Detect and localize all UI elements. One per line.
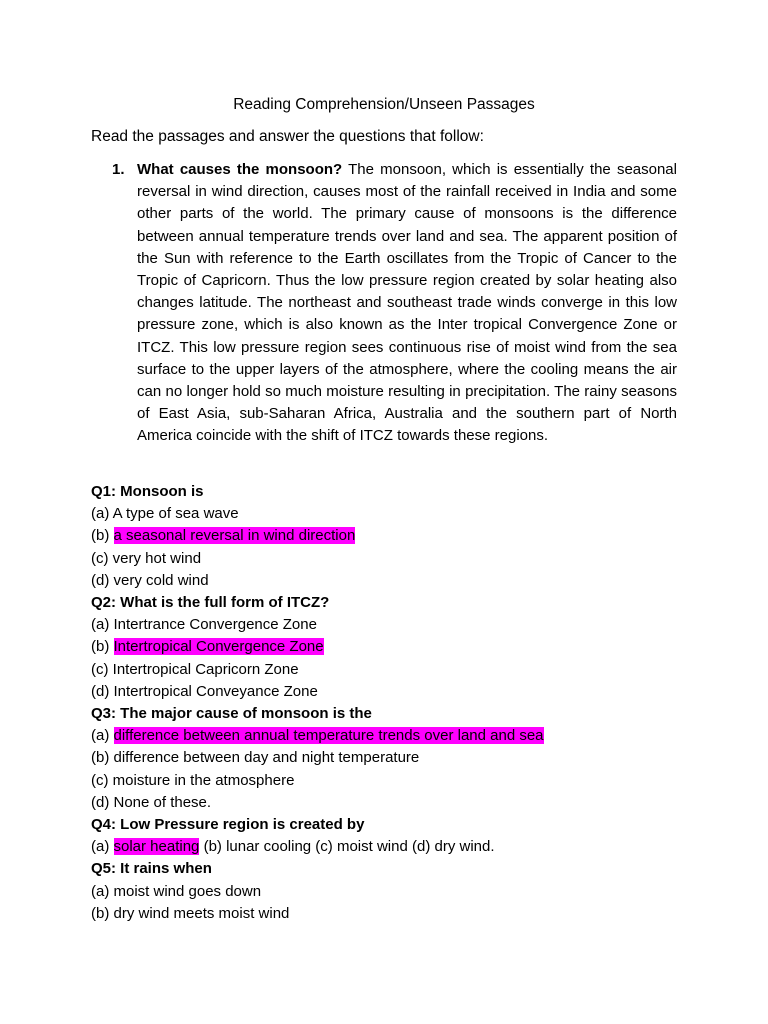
option-prefix: (a) xyxy=(91,838,114,856)
q3-option-d: (d) None of these. xyxy=(91,793,212,811)
q2-option-a: (a) Intertrance Convergence Zone xyxy=(91,616,317,634)
q1-option-d: (d) very cold wind xyxy=(91,571,209,589)
q3-option-b: (b) difference between day and night temperature xyxy=(91,749,420,767)
q3-option-a xyxy=(91,725,691,747)
option-prefix: (b) xyxy=(91,527,114,545)
document-title: Reading Comprehension/Unseen Passages xyxy=(233,96,535,113)
q4-options xyxy=(91,836,691,858)
question-5: Q5: It rains when xyxy=(91,860,212,878)
q2-option-b xyxy=(91,636,691,658)
q5-option-b: (b) dry wind meets moist wind xyxy=(91,904,290,922)
passage-number: 1. xyxy=(112,161,125,178)
highlighted-answer: a seasonal reversal in wind direction xyxy=(113,527,356,545)
highlighted-answer: difference between annual temperature trends over land and sea xyxy=(113,727,544,745)
q3-option-c: (c) moisture in the atmosphere xyxy=(91,771,295,789)
question-3: Q3: The major cause of monsoon is the xyxy=(91,705,372,723)
question-4: Q4: Low Pressure region is created by xyxy=(91,816,365,834)
q1-option-c: (c) very hot wind xyxy=(91,549,202,567)
instructions: Read the passages and answer the questions that follow: xyxy=(91,128,484,145)
q1-option-a: (a) A type of sea wave xyxy=(91,505,239,523)
questions xyxy=(91,481,691,925)
passage-body xyxy=(137,159,677,448)
passage-text: The monsoon, which is essentially the seasonal reversal in wind direction, causes most of the rainfall received in India and some other parts of the world. The primary cause of monsoons is the difference between annual temperature trends over land and sea. The apparent position of the Sun with reference to the Earth oscillates from the Tropic of Cancer to the Tropic of Capricorn. Thus the low pressure region created by solar heating also changes latitude. The northeast and southeast trade winds converge in this low pressure zone, which is also known as the Inter tropical Convergence Zone or ITCZ. This low pressure region sees continuous rise of moist wind from the sea surface to the upper layers of the atmosphere, where the cooling means the air can no longer hold so much moisture resulting in precipitation. The rainy seasons of East Asia, sub-Saharan Africa, Australia and the southern part of North America coincide with the shift of ITCZ towards these regions. xyxy=(137,161,677,445)
passage-1 xyxy=(112,159,677,448)
option-prefix: (b) xyxy=(91,638,114,656)
option-prefix: (a) xyxy=(91,727,114,745)
q4-other-options: (b) lunar cooling (c) moist wind (d) dry wind. xyxy=(199,838,495,856)
highlighted-answer: solar heating xyxy=(113,838,200,856)
question-1: Q1: Monsoon is xyxy=(91,483,204,500)
highlighted-answer: Intertropical Convergence Zone xyxy=(113,638,324,656)
q2-option-d: (d) Intertropical Conveyance Zone xyxy=(91,682,318,700)
q2-option-c: (c) Intertropical Capricorn Zone xyxy=(91,660,299,678)
q1-option-b xyxy=(91,525,691,547)
passage-lead: What causes the monsoon? xyxy=(137,161,343,178)
q5-option-a: (a) moist wind goes down xyxy=(91,882,262,900)
question-2: Q2: What is the full form of ITCZ? xyxy=(91,594,330,612)
